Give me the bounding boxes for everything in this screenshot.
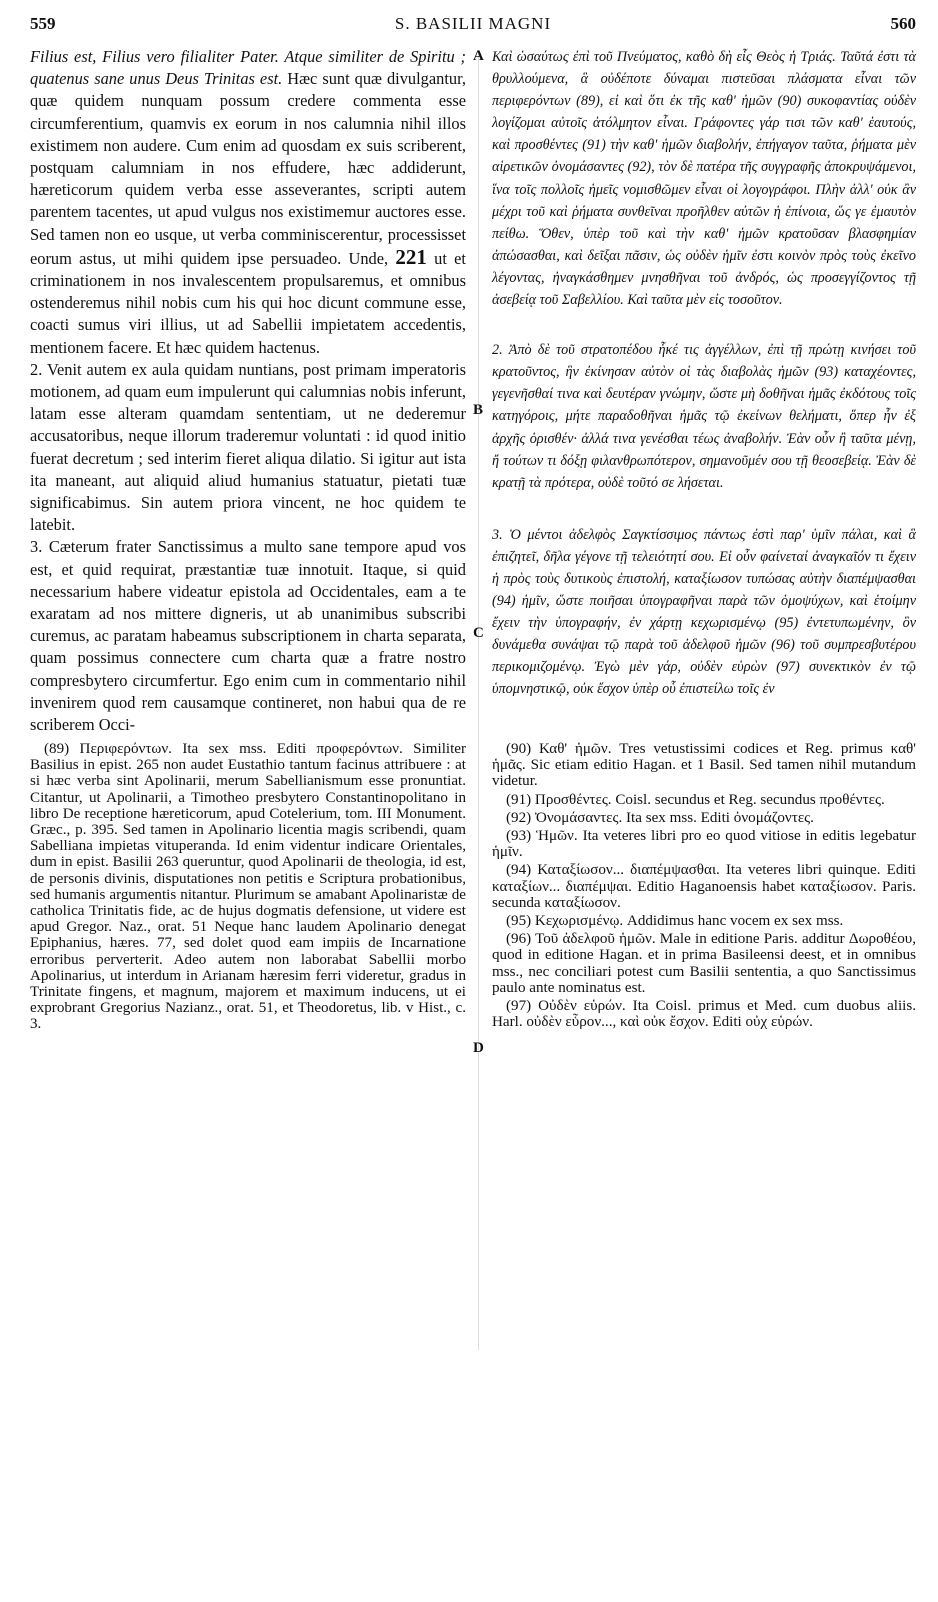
footnote-90: (90) Καθ' ἡμῶν. Tres vetustissimi codices et Reg. primus καθ' ἡμᾶς. Sic etiam editio Hagan. et 1 Basil. Sed tamen nihil mutandum videtur. — [492, 741, 916, 790]
latin-paragraph-1 — [30, 46, 466, 359]
latin-paragraph-2: 2. Venit autem ex aula quidam nuntians, post primam imperatoris motionem, ad quam eum impulerunt qui calumnias nobis inferunt, latam esse alteram quamdam sententiam, ut ne dederemur accusatoribus, neque illorum traderemur voluntati : id quod initio fuerat decretum ; sed interim fieret aliqua dilatio. Si igitur aut ista ita maneant, aut aliquid aliud humanius statuatur, pietati tuæ significabimus. Sin autem priora vincent, ne hoc quidem te latebit. — [30, 359, 466, 535]
greek-paragraph-3: 3. Ὁ μέντοι ἀδελφὸς Σαγκτίσσιμος πάντως ἐστὶ παρ' ὑμῖν πάλαι, καὶ ἃ ἐπιζητεῖ, δῆλα γέγονε τῇ τελειότητί σου. Εἰ οὖν φαίνεταί ἀναγκαῖόν τι ἔχειν ἡ πρὸς τοὺς δυτικοὺς ἐπιστολή, καταξίωσον τυπώσας αὐτὴν διαπέμψασθαι (94) ἡμῖν, ὥστε ποιῆσαι ὑπογραφῆναι παρὰ τῶν ὁμοψύχων, καὶ ἑτοίμην ἔχειν τὴν ὑπογραφήν, ἐν χάρτῃ κεχωρισμένῳ (95) ἐντετυπωμένην, ὃν δυνάμεθα συνάψαι τῷ παρὰ τοῦ ἀδελφοῦ ἡμῶν (96) τοῦ συμπρεσβυτέρου περικομιζομένῳ. Ἐγὼ μὲν γάρ, οὐδὲν εὑρὼν (97) συνεκτικὸν ἐν τῷ ὑπομνηστικῷ, οὐκ ἔσχον ὑπὲρ οὗ ἐπιστείλω τοῖς ἐν — [492, 526, 916, 698]
greek-column — [492, 46, 916, 701]
margin-letter-b: B — [473, 402, 484, 418]
footnote-91: (91) Προσθέντες. Coisl. secundus et Reg. secundus προθέντες. — [506, 791, 885, 808]
footnote-94: (94) Καταξίωσον... διαπέμψασθαι. Ita veteres libri quinque. Editi καταξίων... διαπέμψαι. Editio Haganoensis habet καταξίωσον. Paris. secunda καταξίωσον. — [492, 862, 916, 911]
latin-paragraph-3: 3. Cæterum frater Sanctissimus a multo sane tempore apud vos est, et quid requirat, præstantiæ tuæ innotuit. Itaque, si quid necessarium habere videatur epistola ad Occidentales, eam a te exaratam ad nos mittere digneris, ut ab unanimibus subscribi curemus, ac paratam habeamus subscriptionem in charta separata, quam possimus connectere cum charta quæ a fratre nostro compresbytero circumfertur. Ego enim cum in commentario nihil invenirem quod rem causamque contineret, non habui qua de re scriberem Occi- — [30, 537, 466, 735]
footnote-92: (92) Ὀνομάσαντες. Ita sex mss. Editi ὀνομάζοντες. — [506, 809, 814, 826]
margin-letter-d: D — [473, 1040, 484, 1056]
latin-text-a: Hæc sunt quæ divulgantur, quæ quidem nunquam possum credere commenta esse circumferentium, quamvis ex eorum in nos calumnia nihil illos existimem non audere. Cum enim ad quosdam ex suis scriberent, postquam calumniam in nos effudere, hæc addiderunt, hæreticorum quidem verba esse asseverantes, scripti autem parentem tacentes, ut apud vulgus nos existimemur auctores esse. Sed tamen non eo usque, ut verba comminiscerentur, processisset eorum astus, ut mihi quidem ipse persuadeo. Unde, — [30, 69, 466, 268]
page-header — [30, 14, 916, 40]
latin-text-b: ut et criminationem in nos invalescentem propulsaremus, et omnibus ostenderemus nihil nobis cum his qui hoc dicunt commune esse, coacti sumus viri illius, ut ad Sabellii impietatem accedentis, mentionem facere. Et hæc quidem hactenus. — [30, 248, 466, 357]
footnote-93: (93) Ἡμῶν. Ita veteres libri pro eo quod vitiose in editis legebatur ἡμῖν. — [492, 828, 916, 861]
margin-letter-c: C — [473, 625, 484, 641]
margin-letter-a: A — [473, 48, 484, 64]
latin-column — [30, 46, 466, 736]
footnotes-left — [30, 741, 466, 1035]
footnotes-right — [492, 741, 916, 1032]
footnote-96: (96) Τοῦ ἀδελφοῦ ἡμῶν. Male in editione Paris. additur Δωροθέου, quod in editione Hagan. et in prima Basileensi deest, et in omnibus mss., nec conciliari potest cum Basilii sententia, a quo Sanctissimus paulo ante nominatus est. — [492, 931, 916, 996]
page-number-left: 559 — [30, 14, 56, 33]
page-number-right: 560 — [890, 14, 916, 33]
greek-paragraph-1: Καὶ ὡσαύτως ἐπὶ τοῦ Πνεύματος, καθὸ δὴ εἷς Θεὸς ἡ Τριάς. Ταῦτά ἐστι τὰ θρυλλούμενα, ἃ οὐδέποτε δύναμαι πιστεῦσαι πλάσματα εἶναι τῶν περιφερόντων (89), εἰ καὶ ὅτι ἐκ τῆς καθ' ἡμῶν (90) συκοφαντίας οὐδὲν λογίζομαι αὐτοῖς ἀτόλμητον εἶναι. Γράφοντες γάρ τισι τῶν καθ' ἑαυτούς, καὶ προσθέντες (91) τὴν καθ' ἡμῶν διαβολήν, ἐπήγαγον ταῦτα, ῥήματα μὲν αἱρετικῶν ὀνομάσαντες (92), τὸν δὲ πατέρα τῆς συγγραφῆς ἀποκρυψάμενοι, ἵνα τοῖς πολλοῖς ἡμεῖς νομισθῶμεν εἶναι οἱ λογογράφοι. Πλὴν ἀλλ' οὐκ ἂν μέχρι τοῦ καὶ ῥήματα συνθεῖναι προῆλθεν αὐτῶν ἡ ἐπίνοια, ὥς γε ἐμαυτὸν πείθω. Ὅθεν, ὑπὲρ τοῦ καὶ τὴν καθ' ἡμῶν κρατοῦσαν βλασφημίαν ἀπώσασθαι, καὶ δεῖξαι πᾶσιν, ὡς οὐδὲν ἡμῖν ἐστι κοινὸν πρὸς τοὺς ἐκεῖνο λέγοντας, ἠναγκάσθημεν μνησθῆναι τοῦ ἀνδρός, ὡς προσεγγίζοντος τῇ ἀσεβείᾳ τοῦ Σαβελλίου. Καὶ ταῦτα μὲν εἰς τοσοῦτον. — [492, 49, 916, 309]
latin-italic-opening: Filius est, Filius vero filialiter Pater. Atque similiter de Spiritu ; quatenus sane unus Deus Trinitas est. — [30, 47, 466, 89]
column-marker: 221 — [395, 244, 427, 269]
greek-paragraph-2: 2. Ἀπὸ δὲ τοῦ στρατοπέδου ἧκέ τις ἀγγέλλων, ἐπὶ τῇ πρώτῃ κινήσει τοῦ κρατοῦντος, ἣν ἐκίνησαν αὐτὸν οἱ τὰς διαβολὰς ἡμῶν (93) καταχέοντες, γεγενῆσθαί τινα καὶ δευτέραν γνώμην, ὥστε μὴ δοθῆναι ἡμᾶς ἐκδότους τοῖς κατηγόροις, μήτε παραδοθῆναι ἡμᾶς τῷ ἐκείνων θελήματι, ὅπερ ἦν ἐξ ἀρχῆς ὁρισθέν· ἀλλά τινα γενέσθαι τέως ἀναβολήν. Ἐὰν οὖν ἢ ταῦτα μένῃ, ἤ τούτων τι δόξῃ φιλανθρωπότερον, σημανοῦμέν σου τῇ θεοσεβείᾳ. Ἐὰν δὲ κρατῇ τὰ πρότερα, οὐδὲ τοῦτό σε λήσεται. — [492, 342, 916, 491]
footnote-89: (89) Περιφερόντων. Ita sex mss. Editi προφερόντων. Similiter Basilius in epist. 265 non audet Eustathio tantum facinus attribuere : at si hæc verba sint Apolinarii, merum Sabellianismum esse pronuntiat. Citantur, ut Apolinarii, a Timotheo presbytero Constantinopolitano in libro De receptione hæreticorum, apud Cotelerium, tom. III Monument. Græc., p. 395. Sed tamen in Apolinario licentia magis scribendi, quam Sabelliana impietas vituperanda. Id enim videntur indicare Orientales, dum in epist. Basilii 263 queruntur, quod Apolinarii de theologia, id est, de personis divinis, disputationes non petitis e Scriptura probationibus, sed humanis argumentis nitantur. Plurimum se amabant Apolinaristæ de catholica Trinitatis fide, ac de hujus dogmatis defensione, ut videre est apud Gregor. Naz., orat. 51 Neque hanc laudem Apolinario denegat Epiphanius, hæres. 77, sed dolet quod eam impiis de Incarnatione erroribus perverterit. Adeo autem non laborabat Sabellii morbo Apolinarius, ut interdum in Arianam hæresim ferri videretur, gradus in Trinitate fingens, et magnum, majorem et maximum inducens, ut ei exprobrant Gregorius Nazianz., orat. 51, et Theodoretus, lib. v Hist., c. 3. — [30, 741, 466, 1033]
running-title: S. BASILII MAGNI — [394, 14, 552, 33]
footnote-95: (95) Κεχωρισμένῳ. Addidimus hanc vocem ex sex mss. — [506, 913, 844, 930]
footnote-97: (97) Οὐδὲν εὑρών. Ita Coisl. primus et Med. cum duobus aliis. Harl. οὐδὲν εὗρον..., καὶ οὐκ ἔσχον. Editi οὐχ εὑρών. — [492, 998, 916, 1031]
column-divider — [478, 50, 479, 1350]
